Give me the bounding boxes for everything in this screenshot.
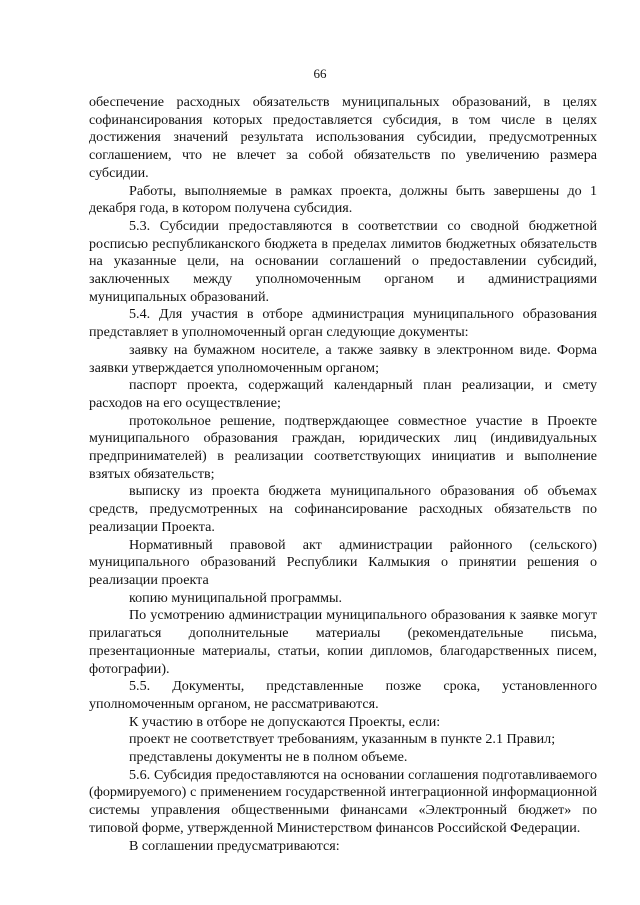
paragraph-5-6: 5.6. Субсидия предоставляются на основании соглашения подготавливаемого (формируемого) с применением государственной интеграционной информационной системы управления общественными финансами «Электронный бюджет» по типовой форме, утвержденной Министерством финансов Российской Федерации. — [89, 766, 597, 836]
paragraph-not-admitted: К участию в отборе не допускаются Проекты, если: — [129, 713, 441, 730]
list-item-legal-act: Нормативный правовой акт администрации районного (сельского) муниципального образований Республики Калмыкия о принятии решения о реализации проекта — [89, 536, 597, 588]
list-item-application: заявку на бумажном носителе, а также заявку в электронном виде. Форма заявки утверждается уполномоченным органом; — [89, 341, 597, 376]
document-body — [89, 94, 597, 855]
paragraph-obligations: обеспечение расходных обязательств муниципальных образований, в целях софинансирования которых предоставляется субсидия, в том числе в целях достижения значений результата использования субсидии, предусмотренных соглашением, что не влечет за собой обязательств по увеличению размера субсидии. — [89, 94, 597, 181]
list-item-protocol: протокольное решение, подтверждающее совместное участие в Проекте муниципального образования граждан, юридических лиц (индивидуальных предпринимателей) в реализации соответствующих инициатив и выполнение взятых обязательств; — [89, 412, 597, 482]
paragraph-5-5: 5.5. Документы, представленные позже срока, установленного уполномоченным органом, не рассматриваются. — [89, 678, 597, 712]
page-number: 66 — [313, 66, 327, 81]
paragraph-works-deadline: Работы, выполняемые в рамках проекта, должны быть завершены до 1 декабря года, в котором получена субсидия. — [89, 182, 597, 217]
list-item-incomplete-docs: представлены документы не в полном объеме. — [129, 749, 408, 766]
paragraph-agreement-provides: В соглашении предусматриваются: — [129, 837, 340, 854]
list-item-not-compliant: проект не соответствует требованиям, указанным в пункте 2.1 Правил; — [129, 731, 556, 748]
list-item-budget-extract: выписку из проекта бюджета муниципального образования об объемах средств, предусмотренных на софинансирование расходных обязательств по реализации Проекта. — [89, 483, 597, 535]
list-item-passport: паспорт проекта, содержащий календарный план реализации, и смету расходов на его осуществление; — [89, 377, 597, 411]
paragraph-5-4: 5.4. Для участия в отборе администрация муниципального образования представляет в уполномоченный орган следующие документы: — [89, 306, 597, 341]
paragraph-additional-materials: По усмотрению администрации муниципального образования к заявке могут прилагаться дополнительные материалы (рекомендательные письма, презентационные материалы, статьи, копии дипломов, благодарственных писем, фотографии). — [89, 607, 597, 677]
list-item-program-copy: копию муниципальной программы. — [129, 589, 343, 606]
paragraph-5-3: 5.3. Субсидии предоставляются в соответствии со сводной бюджетной росписью республиканского бюджета в пределах лимитов бюджетных обязательств на указанные цели, на основании соглашений о предоставлении субсидий, заключенных между уполномоченным органом и администрациями муниципальных образований. — [89, 217, 597, 305]
